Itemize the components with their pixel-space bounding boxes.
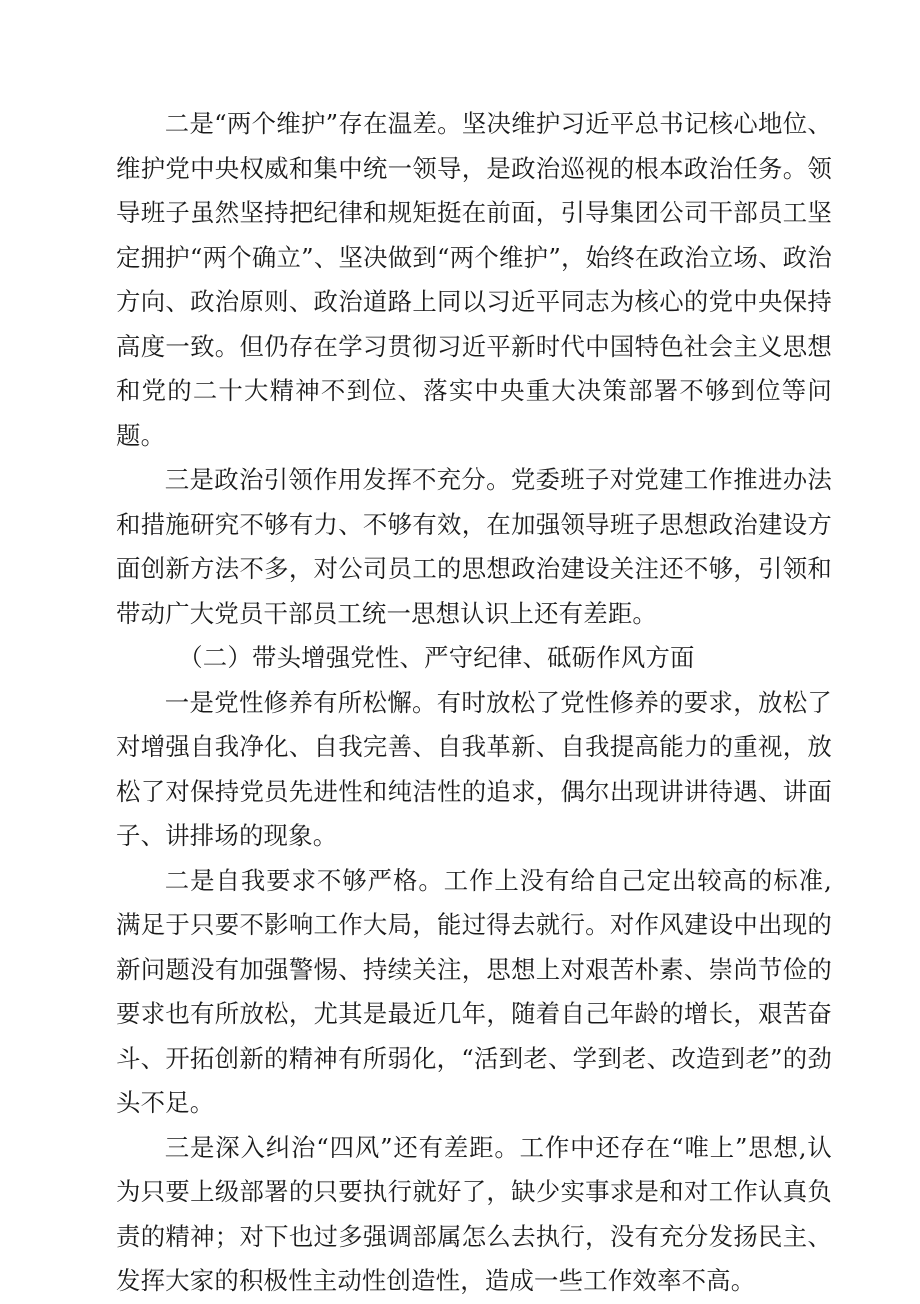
- paragraph-two-maintenances: 二是“两个维护”存在温差。坚决维护习近平总书记核心地位、维护党中央权威和集中统一领导，是政治巡视的根本政治任务。领导班子虽然坚持把纪律和规矩挺在前面，引导集团公司干部员工坚定拥护“两个确立”、坚决做到“两个维护”，始终在政治立场、政治方向、政治原则、政治道路上同以习近平同志为核心的党中央保持高度一致。但仍存在学习贯彻习近平新时代中国特色社会主义思想和党的二十大精神不到位、落实中央重大决策部署不够到位等问题。: [116, 109, 832, 450]
- document-body: [116, 102, 832, 1304]
- section-subheading: （二）带头增强党性、严守纪律、砥砺作风方面: [178, 643, 695, 672]
- paragraph-political-leadership: 三是政治引领作用发挥不充分。党委班子对党建工作推进办法和措施研究不够有力、不够有效，在加强领导班子思想政治建设方面创新方法不多，对公司员工的思想政治建设关注还不够，引领和带动广大党员干部员工统一思想认识上还有差距。: [116, 465, 832, 628]
- paragraph-party-spirit: 一是党性修养有所松懈。有时放松了党性修养的要求，放松了对增强自我净化、自我完善、自我革新、自我提高能力的重视，放松了对保持党员先进性和纯洁性的追求，偶尔出现讲讲待遇、讲面子、讲排场的现象。: [116, 687, 832, 850]
- paragraph-self-discipline: 二是自我要求不够严格。工作上没有给自己定出较高的标准,满足于只要不影响工作大局，能过得去就行。对作风建设中出现的新问题没有加强警惕、持续关注，思想上对艰苦朴素、崇尚节俭的要求也有所放松，尤其是最近几年，随着自己年龄的增长，艰苦奋斗、开拓创新的精神有所弱化，“活到老、学到老、改造到老”的劲头不足。: [116, 865, 832, 1117]
- paragraph-four-winds: 三是深入纠治“四风”还有差距。工作中还存在“唯上”思想,认为只要上级部署的只要执行就好了，缺少实事求是和对工作认真负责的精神；对下也过多强调部属怎么去执行，没有充分发扬民主、发挥大家的积极性主动性创造性，造成一些工作效率不高。: [116, 1132, 832, 1295]
